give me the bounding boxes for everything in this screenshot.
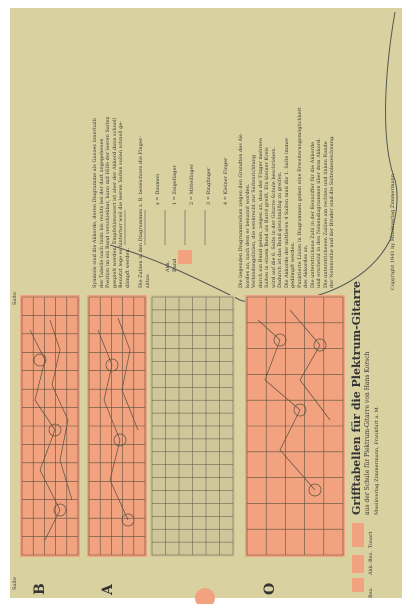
bez-box — [352, 578, 364, 592]
text-line: des Akkordes an. — [303, 244, 309, 288]
text-line: Symbole sind die Akkorde, deren Diagramme als Ganzes innerhalb — [92, 118, 98, 288]
text-line: Die unterstrichene Zahl in der Kennziffer für die Akkorde — [309, 141, 316, 288]
section-letter-a: A — [100, 584, 116, 595]
row-label-top: Saite — [12, 292, 18, 305]
text-line: Die liegenden Diagrammreihen zeigen den Grundton des Ak- — [238, 133, 244, 288]
publisher: Musikverlag Zimmermann, Frankfurt a. M. — [374, 405, 380, 515]
legend-bund: Bund — [172, 258, 178, 272]
row-label-bottom: Saite — [12, 577, 18, 590]
text-line: Die unterstrichenen Zahlen am rechten und linken Rande — [322, 141, 329, 288]
text-line: gespielt werden. Empfehlenswert ist aber der Akkord dann schnell — [111, 117, 118, 288]
section-b — [20, 295, 80, 557]
legend-mittelfinger: 2 = Mittelfinger — [189, 164, 195, 205]
legend-akk: Akk. — [165, 260, 171, 272]
text-line: kordes an, nach dem er benannt worden. — [244, 183, 251, 288]
text-line: Dadurch ist das Bund gleichmäßig zu greifen. — [277, 171, 283, 288]
legend-tonart: Tonart — [368, 531, 374, 548]
page-title: Grifftabellen für die Plektrum-Gitarre — [350, 280, 363, 515]
text-line: dämpft werden. — [124, 247, 131, 288]
copyright: Copyright 1941 by Musikverlag Zimmermann — [390, 174, 396, 290]
text-line: durch ein Bund gehen, zeigen an, dass der Finger mehrere — [257, 137, 264, 288]
legend-akk-bez: Akk.-Bez. — [368, 551, 374, 575]
section-letter-o: O — [262, 582, 278, 595]
page-subtitle: aus der Schule für Plektrum-Gitarre von Hans Korsch — [364, 351, 371, 515]
akk-box — [352, 555, 364, 573]
legend-bez: Bez. — [368, 587, 374, 598]
tonart-box — [352, 523, 364, 547]
text-line: der Notenreihe und der Bruder sind die Saitenbezeichnung. — [329, 135, 335, 288]
text-line: gedämpft werden. — [290, 241, 296, 288]
legend-daumen: x = Daumen — [155, 173, 161, 205]
text-line: Die Akkorde der mittleren 4 Saiten muß die 1. Saite immer — [283, 137, 290, 288]
section-letter-b: B — [32, 583, 48, 595]
text-line: Die Zahlen in den Diagrammen z. B. bezeichnen die Finger- — [138, 136, 144, 288]
legend-sample-box — [178, 250, 192, 264]
text-line: Saiten in einem Bund als Barré greift. Ein kleiner Kreis — [264, 147, 270, 288]
legend-kleiner-finger: 4 = Kleiner Finger — [223, 157, 229, 205]
text-line: sätze. — [144, 273, 151, 288]
text-line: Punktierte Linien in Diagrammen geben eine Erweiterungsmöglichkeit — [296, 107, 303, 288]
legend-zeigefinger: 1 = Zeigefinger — [172, 165, 178, 205]
text-line: Benutzt lege es hinterher weil die leeren Saiten sollen schnell ge- — [118, 120, 124, 288]
text-line: Verbindungslinien, die senkrecht zur Saitenrichtung — [251, 154, 257, 288]
text-line: Position im ein Bund verschiebbar, kann mit Hilfe der leeren Saiten — [105, 116, 111, 288]
section-a — [87, 295, 147, 557]
section-o — [245, 295, 345, 557]
text-line: und erscheint in den Nebendiagrammen über dem Akkord. — [316, 138, 322, 288]
text-line: wird auf die 6. Saite in der Gitarre-Schule beschrieben. — [270, 146, 277, 288]
legend-ringfinger: 3 = Ringfinger — [206, 167, 212, 205]
text-line: der Tabelle nach links bis rechts bei der dort angegebenen — [98, 138, 105, 288]
notation-area — [150, 295, 235, 557]
